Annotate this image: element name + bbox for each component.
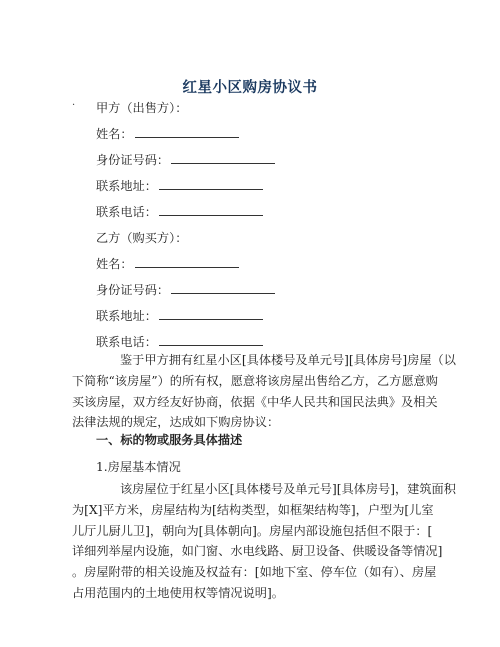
field-label: 联系电话：	[96, 335, 157, 349]
body-line: 儿厅儿厨儿卫]，朝向为[具体朝向]。房屋内部设施包括但不限于：[	[72, 523, 433, 538]
party-a-address-field	[96, 177, 263, 195]
party-a-id-field	[96, 151, 275, 169]
document-title: 红星小区购房协议书	[182, 80, 318, 96]
party-a-name-field	[96, 125, 239, 143]
house-description-paragraph	[72, 479, 456, 604]
address-blank-line[interactable]	[159, 307, 263, 320]
field-label: 联系电话：	[96, 205, 157, 219]
name-blank-line[interactable]	[135, 255, 239, 268]
party-b-name-field	[96, 255, 239, 273]
party-a-heading: 甲方（出售方）：	[96, 101, 188, 115]
name-blank-line[interactable]	[135, 125, 239, 138]
section-heading: 一、标的物或服务具体描述	[96, 433, 243, 447]
field-label: 身份证号码：	[96, 283, 170, 297]
body-line: 。房屋附带的相关设施及权益有：[如地下室、停车位（如有）、房屋	[72, 565, 437, 580]
preamble-line: 买该房屋，双方经友好协商，依据《中华人民共和国民法典》及相关	[72, 394, 438, 409]
preamble-line: 法律法规的规定，达成如下购房协议：	[72, 415, 280, 430]
preamble-line: 鉴于甲方拥有红星小区[具体楼号及单元号][具体房号]房屋（以	[120, 353, 456, 367]
body-line: 该房屋位于红星小区[具体楼号及单元号][具体房号]，建筑面积	[120, 482, 456, 496]
subsection-heading: 1.房屋基本情况	[96, 460, 181, 474]
id-blank-line[interactable]	[171, 281, 275, 294]
party-b-phone-field	[96, 333, 263, 351]
field-label: 姓名：	[96, 257, 133, 271]
phone-blank-line[interactable]	[159, 203, 263, 216]
party-a-phone-field	[96, 203, 263, 221]
preamble-line: 下简称“该房屋”）的所有权，愿意将该房屋出售给乙方，乙方愿意购	[72, 373, 438, 388]
body-line: 占用范围内的土地使用权等情况说明]。	[72, 585, 284, 600]
id-blank-line[interactable]	[171, 151, 275, 164]
body-line: 为[X]平方米，房屋结构为[结构类型，如框架结构等]，户型为[儿室	[72, 502, 434, 517]
party-b-address-field	[96, 307, 263, 325]
bullet-mark: ·	[72, 100, 76, 111]
preamble-paragraph	[72, 350, 456, 433]
field-label: 联系地址：	[96, 179, 157, 193]
field-label: 身份证号码：	[96, 153, 170, 167]
address-blank-line[interactable]	[159, 177, 263, 190]
field-label: 姓名：	[96, 127, 133, 141]
party-b-id-field	[96, 281, 275, 299]
party-b-heading: 乙方（购买方）：	[96, 231, 188, 245]
phone-blank-line[interactable]	[159, 333, 263, 346]
field-label: 联系地址：	[96, 309, 157, 323]
body-line: 详细列举屋内设施，如门窗、水电线路、厨卫设备、供暖设备等情况]	[72, 544, 443, 559]
